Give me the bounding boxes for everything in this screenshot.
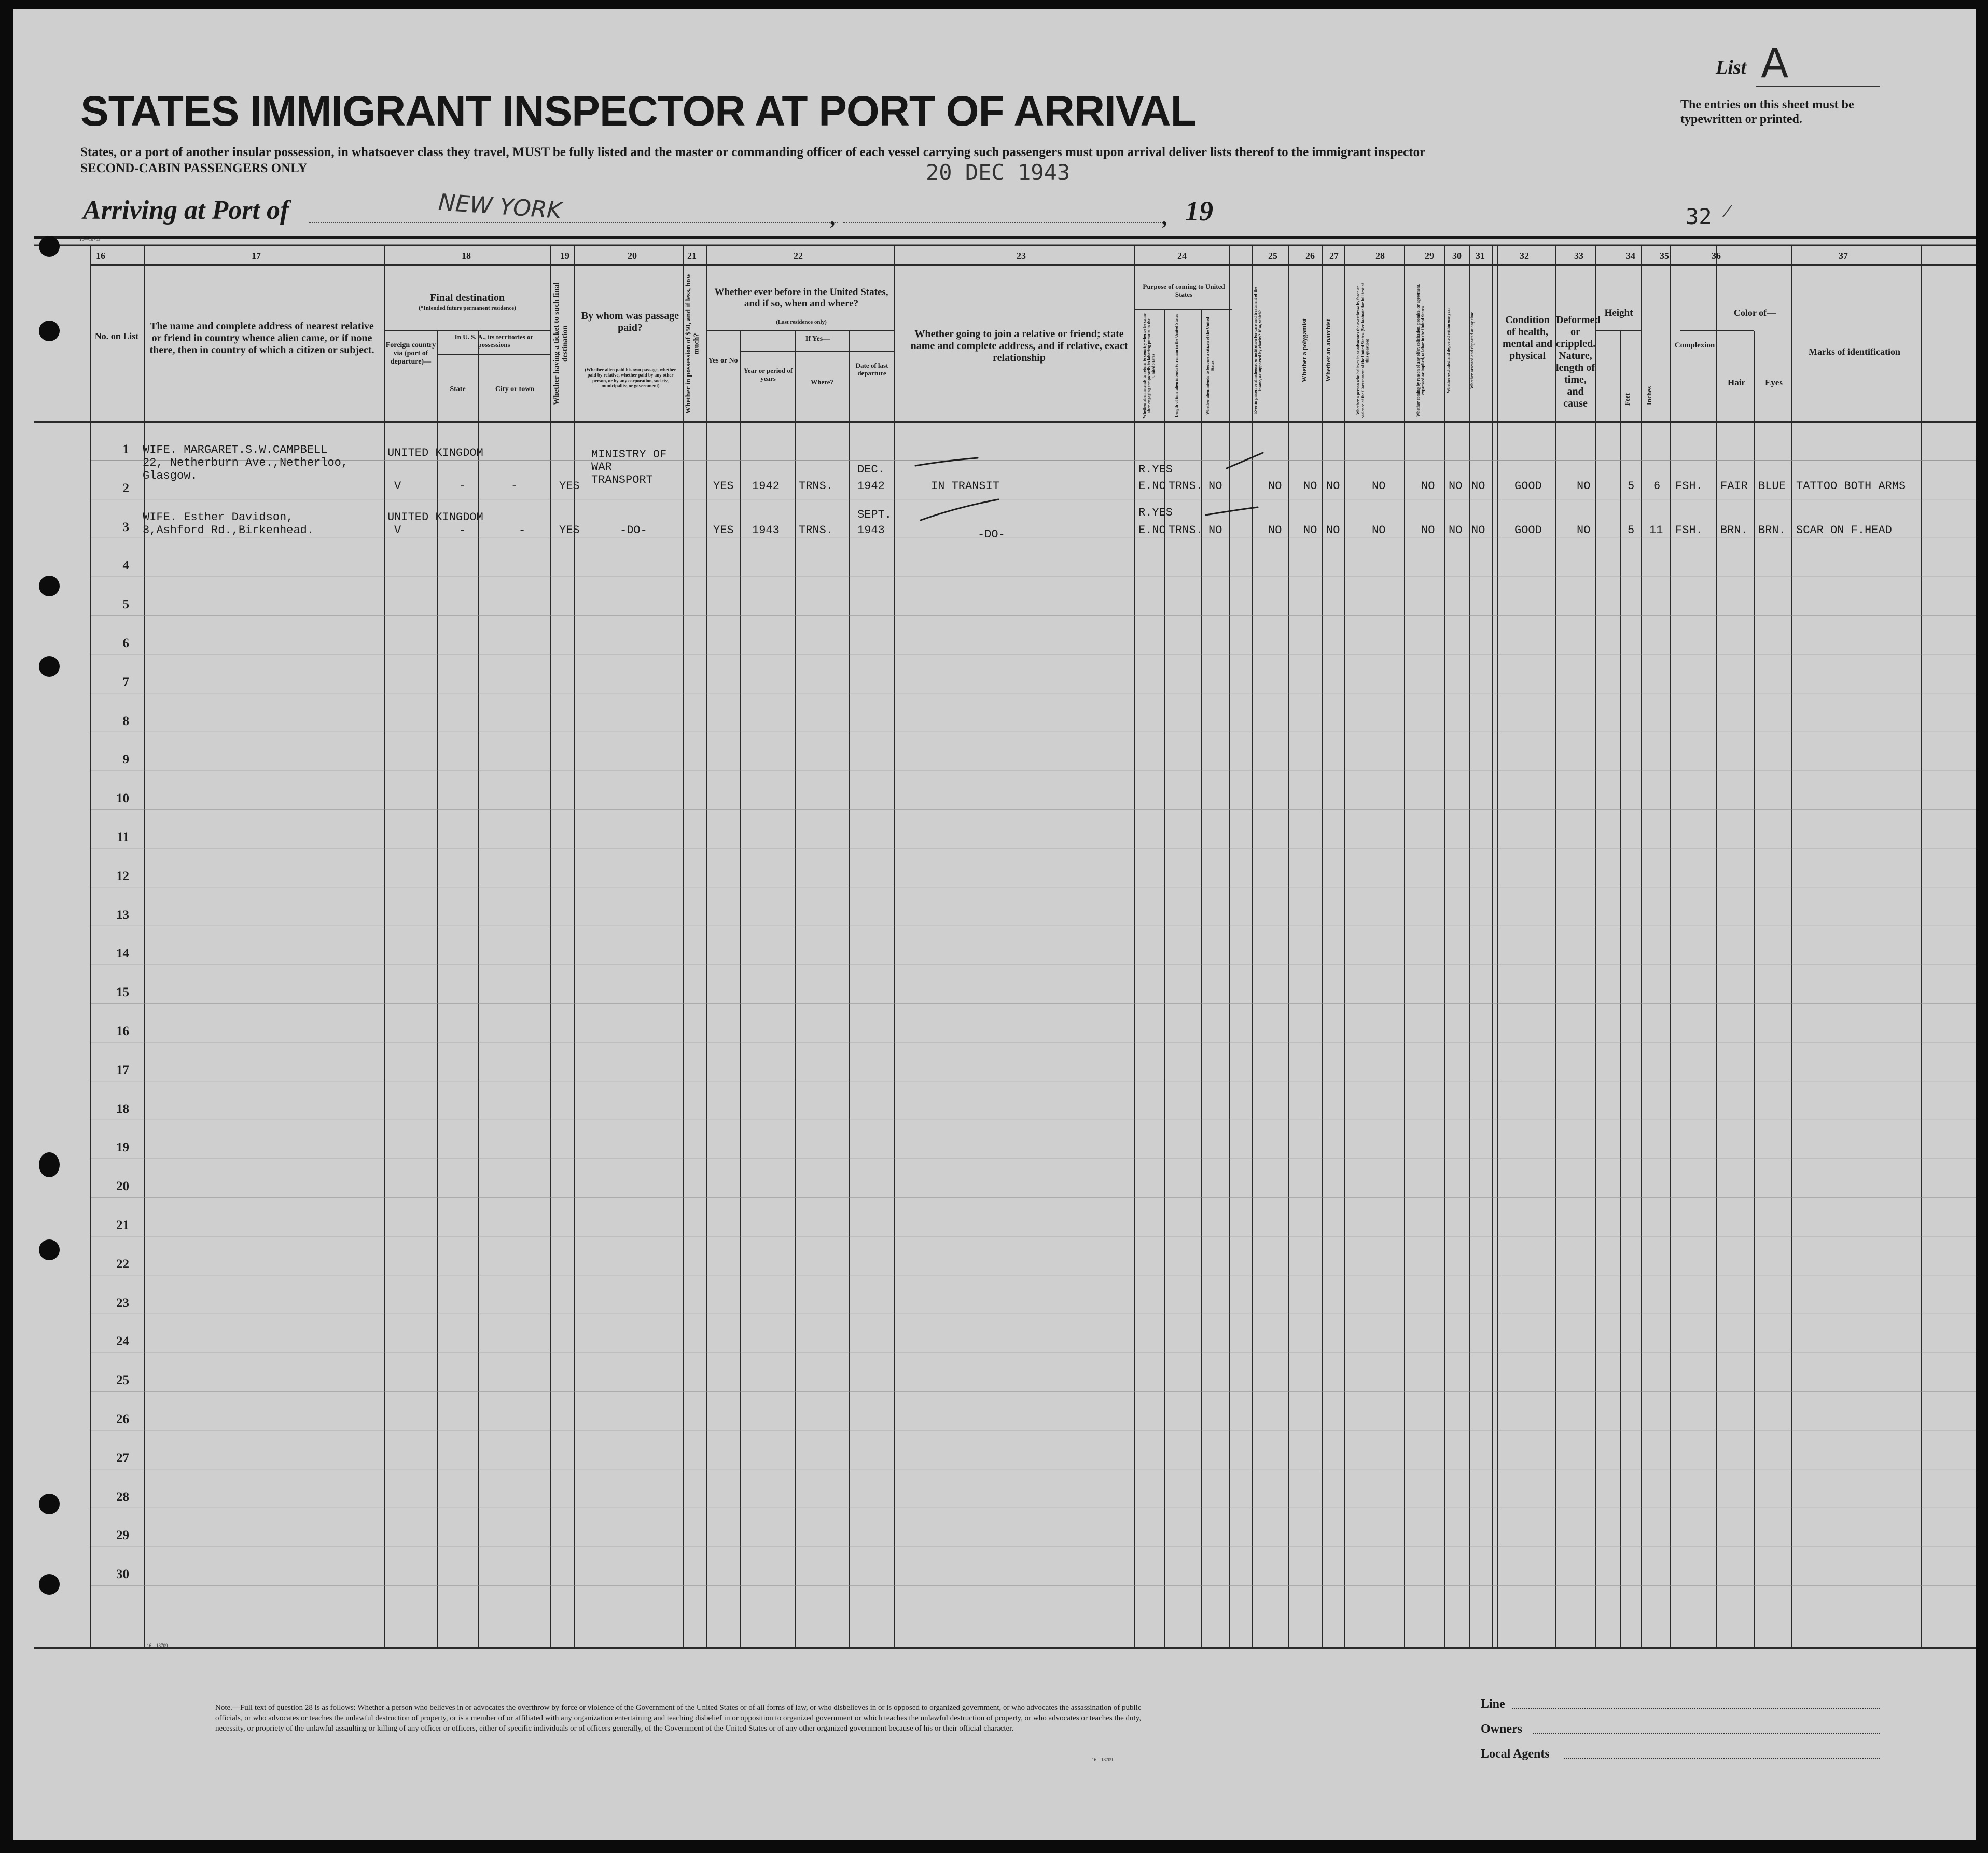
- col-num-20: 20: [628, 250, 637, 261]
- relative-name: WIFE. Esther Davidson,: [143, 511, 294, 524]
- col-34-feet: Feet: [1623, 393, 1631, 406]
- col-31-label: Whether arrested and deported at any time: [1470, 312, 1475, 389]
- state: -: [459, 480, 466, 493]
- col-20-label: By whom was passage paid?: [581, 310, 679, 333]
- col-32-label: Condition of health, mental and physical: [1502, 314, 1553, 361]
- row-number: 14: [116, 946, 129, 961]
- prison: NO: [1268, 480, 1282, 493]
- join-relative: -DO-: [978, 528, 1005, 541]
- col-num-23: 23: [1017, 250, 1026, 261]
- line-label: Line: [1481, 1697, 1505, 1711]
- col-24-citizen: Whether alien intends to become a citizen of the United States: [1205, 317, 1215, 415]
- col-24-return: Whether alien intends to return to country whence he came after engaging temporarily in laboring pursuits in the United States: [1142, 313, 1156, 419]
- col-37-label: Marks of identification: [1809, 346, 1900, 357]
- q31: NO: [1471, 524, 1485, 537]
- col-34-inches: Inches: [1645, 386, 1653, 406]
- row-number: 5: [122, 597, 129, 612]
- col-30-label: Whether excluded and deported within one year: [1446, 308, 1451, 393]
- via: V: [394, 524, 401, 537]
- port-name: NEW YORK: [437, 189, 563, 225]
- col-17-label: The name and complete address of nearest relative or friend in country whence alien came, or if none there, then in country of which a citizen or subject.: [149, 321, 374, 356]
- col-18-state: State: [450, 385, 466, 393]
- col-18-label: Final destination: [430, 292, 505, 303]
- relative-address: 3,Ashford Rd.,Birkenhead.: [143, 524, 314, 537]
- col-27-label: Whether an anarchist: [1324, 319, 1332, 382]
- col-22-where: Where?: [811, 378, 833, 386]
- col-num-31: 31: [1476, 250, 1485, 261]
- purpose-e: E.NO: [1138, 524, 1166, 537]
- row-number: 18: [116, 1102, 129, 1116]
- col-20-sublabel: (Whether alien paid his own passage, whether paid by relative, whether paid by any other person, or by any corporation, society, municipality, or government): [585, 367, 676, 389]
- footnote-q28: Note.—Full text of question 28 is as follows: Whether a person who believes in or advocates the overthrow by force or violence of the Government of the United States or of all forms of law, or who disbelieves in or is opposed to organized government, or who advocates the assassination of public officials, or who advocates or teaches the unlawful destruction of property, or is a member of or affiliated with any organization entertaining and teaching disbelief in or opposition to organized government or which teaches the unlawful destruction of property, or who advocates or teaches the duty, necessity, or propriety of the unlawful assaulting or killing of any officer or officers, either of specific individuals or of officers generally, of the Government of the United States or of any other organized government because of his or their official character.: [215, 1704, 1142, 1733]
- binder-hole: [39, 1239, 60, 1260]
- q28: NO: [1372, 480, 1386, 493]
- relative-address: 22, Netherburn Ave.,Netherloo,: [143, 456, 349, 469]
- hair: BRN.: [1720, 524, 1748, 537]
- before-date-year: 1942: [857, 480, 885, 493]
- comma-1: ,: [830, 206, 835, 229]
- col-22-date: Date of last departure: [855, 361, 888, 377]
- row-number: 8: [122, 714, 129, 728]
- passage-paid-3: TRANSPORT: [591, 473, 653, 486]
- col-22-ifyes: If Yes—: [805, 335, 830, 343]
- row-number: 11: [117, 830, 129, 844]
- form-number-top: 16—18709: [79, 236, 101, 242]
- col-num-33: 33: [1574, 250, 1583, 261]
- col-num-22: 22: [794, 250, 803, 261]
- height-feet: 5: [1628, 480, 1635, 493]
- comma-2: ,: [1162, 206, 1167, 229]
- health: GOOD: [1514, 524, 1542, 537]
- polygamist: NO: [1303, 480, 1317, 493]
- hair: FAIR: [1720, 480, 1748, 493]
- col-num-28: 28: [1375, 250, 1385, 261]
- col-36-eyes: Eyes: [1765, 378, 1783, 387]
- row-number: 13: [116, 908, 129, 922]
- before-date: SEPT.: [857, 508, 892, 521]
- join-relative: IN TRANSIT: [931, 480, 1000, 493]
- before-date: DEC.: [857, 463, 885, 476]
- state: -: [459, 524, 466, 537]
- binder-hole: [39, 576, 60, 596]
- row-number: 12: [116, 869, 129, 883]
- row-number: 3: [122, 520, 129, 534]
- col-18-foreign: Foreign country via (port of departure)—: [385, 341, 436, 366]
- row-number: 1: [122, 442, 129, 456]
- row-number: 25: [116, 1373, 129, 1388]
- q31: NO: [1471, 480, 1485, 493]
- col-29-label: Whether coming by reason of any offer, solicitation, promise, or agreement, expressed or implied, to labor in the United States: [1416, 284, 1425, 417]
- col-22-yesno: Yes or No: [708, 357, 738, 365]
- ticket: YES: [559, 524, 580, 537]
- purpose-return: R.YES: [1138, 463, 1173, 476]
- q28: NO: [1372, 524, 1386, 537]
- row-number: 9: [122, 753, 129, 767]
- eyes: BRN.: [1758, 524, 1786, 537]
- agents-field[interactable]: [1564, 1758, 1880, 1759]
- q29: NO: [1421, 480, 1435, 493]
- via: V: [394, 480, 401, 493]
- prison: NO: [1268, 524, 1282, 537]
- q30: NO: [1449, 480, 1463, 493]
- before-date-year: 1943: [857, 524, 885, 537]
- col-18-usa: In U. S. A., its territories or possessions: [454, 333, 534, 349]
- purpose-e: E.NO: [1138, 480, 1166, 493]
- agents-label: Local Agents: [1481, 1747, 1550, 1761]
- line-field[interactable]: [1512, 1708, 1880, 1709]
- passage-paid-2: WAR: [591, 461, 612, 473]
- row-number: 27: [116, 1451, 129, 1465]
- binder-hole: [39, 236, 60, 257]
- q30: NO: [1449, 524, 1463, 537]
- relative-name: WIFE. MARGARET.S.W.CAMPBELL: [143, 443, 328, 456]
- city: -: [511, 480, 518, 493]
- citizen: NO: [1208, 480, 1222, 493]
- col-35-label: Complexion: [1674, 341, 1715, 350]
- owners-label: Owners: [1481, 1722, 1522, 1736]
- col-34-label: Height: [1604, 308, 1633, 318]
- row-number: 26: [116, 1412, 129, 1426]
- row-number: 22: [116, 1257, 129, 1271]
- col-22-label: Whether ever before in the United States, and if so, when and where?: [714, 287, 888, 309]
- length-of-stay: TRNS.: [1169, 480, 1203, 493]
- arriving-label: Arriving at Port of: [83, 196, 289, 225]
- col-16-label: No. on List: [94, 331, 139, 341]
- health: GOOD: [1514, 480, 1542, 493]
- col-24-label: Purpose of coming to United States: [1143, 283, 1225, 298]
- passage-paid: -DO-: [620, 524, 647, 537]
- page-number: 32: [1686, 204, 1712, 229]
- foreign-country: UNITED KINGDOM: [387, 447, 483, 459]
- complexion: FSH.: [1675, 480, 1703, 493]
- foreign-country: UNITED KINGDOM: [387, 511, 483, 524]
- footnote-form-number: 16—18709: [1092, 1757, 1113, 1762]
- col-num-26: 26: [1305, 250, 1315, 261]
- city: -: [519, 524, 526, 537]
- binder-hole: [39, 321, 60, 341]
- col-22-sublabel: (Last residence only): [776, 319, 827, 325]
- row-number: 7: [122, 675, 129, 689]
- page-title: STATES IMMIGRANT INSPECTOR AT PORT OF ARRIVAL: [80, 88, 1196, 135]
- col-num-32: 32: [1520, 250, 1529, 261]
- row-number: 20: [116, 1179, 129, 1194]
- col-num-35: 35: [1660, 250, 1669, 261]
- binder-hole: [39, 656, 60, 677]
- pen-marks: [13, 9, 1976, 1840]
- col-num-16: 16: [96, 250, 105, 261]
- col-36-label: Color of—: [1733, 308, 1776, 318]
- typewritten-note: The entries on this sheet must be typewritten or printed.: [1680, 98, 1854, 126]
- col-36-hair: Hair: [1728, 378, 1745, 387]
- col-num-17: 17: [252, 250, 261, 261]
- col-num-30: 30: [1452, 250, 1462, 261]
- citizen: NO: [1208, 524, 1222, 537]
- col-num-24: 24: [1177, 250, 1187, 261]
- col-21-label: Whether in possession of $50, and if less, how much?: [685, 273, 701, 414]
- marks: TATTOO BOTH ARMS: [1796, 480, 1906, 493]
- anarchist: NO: [1326, 480, 1340, 493]
- row-number: 30: [116, 1567, 129, 1582]
- manifest-sheet: [13, 9, 1976, 1840]
- marks: SCAR ON F.HEAD: [1796, 524, 1892, 537]
- col-25-label: Ever in prison or almshouse, or institution for care and treatment of the insane, or supported by charity? If so, which?: [1253, 287, 1262, 414]
- col-num-21: 21: [687, 250, 697, 261]
- purpose-return: R.YES: [1138, 506, 1173, 519]
- list-label: List: [1716, 57, 1747, 78]
- anarchist: NO: [1326, 524, 1340, 537]
- row-number: 21: [116, 1218, 129, 1232]
- form-number-bottom: 16—18709: [147, 1643, 168, 1648]
- col-22-year: Year or period of years: [743, 367, 793, 382]
- deformed: NO: [1577, 480, 1591, 493]
- col-num-36: 36: [1712, 250, 1721, 261]
- row-number: 15: [116, 985, 129, 1000]
- before-year: 1943: [752, 524, 780, 537]
- col-24-length: Length of time alien intends to remain in the United States: [1174, 314, 1179, 418]
- col-19-label: Whether having a ticket to such final destination: [552, 282, 569, 406]
- col-num-34: 34: [1626, 250, 1635, 261]
- col-num-37: 37: [1839, 250, 1848, 261]
- binder-hole: [39, 1494, 60, 1514]
- row-number: 23: [116, 1295, 129, 1310]
- before-yesno: YES: [713, 524, 734, 537]
- row-number: 6: [122, 636, 129, 650]
- owners-field[interactable]: [1533, 1733, 1880, 1734]
- col-num-18: 18: [462, 250, 471, 261]
- col-18-sublabel: (*Intended future permanent residence): [419, 305, 516, 311]
- date-stamp: 20 DEC 1943: [926, 160, 1071, 185]
- row-number: 16: [116, 1024, 129, 1038]
- row-number: 4: [122, 559, 129, 573]
- row-number: 28: [116, 1489, 129, 1504]
- row-number: 2: [122, 481, 129, 495]
- col-num-27: 27: [1329, 250, 1339, 261]
- row-number: 19: [116, 1140, 129, 1155]
- binder-hole: [39, 1152, 60, 1177]
- col-num-25: 25: [1268, 250, 1277, 261]
- height-inches: 11: [1649, 524, 1663, 537]
- q29: NO: [1421, 524, 1435, 537]
- before-where: TRNS.: [799, 480, 833, 493]
- height-inches: 6: [1653, 480, 1661, 493]
- row-number: 29: [116, 1528, 129, 1543]
- ticket: YES: [559, 480, 580, 493]
- year-prefix: 19: [1185, 196, 1213, 227]
- passenger-class: SECOND-CABIN PASSENGERS ONLY: [80, 161, 308, 175]
- list-value: A: [1761, 40, 1789, 87]
- before-where: TRNS.: [799, 524, 833, 537]
- before-yesno: YES: [713, 480, 734, 493]
- col-18-city: City or town: [495, 385, 535, 393]
- polygamist: NO: [1303, 524, 1317, 537]
- length-of-stay: TRNS.: [1169, 524, 1203, 537]
- row-number: 10: [116, 791, 129, 806]
- col-num-29: 29: [1425, 250, 1434, 261]
- complexion: FSH.: [1675, 524, 1703, 537]
- deformed: NO: [1577, 524, 1591, 537]
- col-33-label: Deformed or crippled. Nature, length of time, and cause: [1556, 314, 1601, 409]
- binder-hole: [39, 1574, 60, 1595]
- subtitle: States, or a port of another insular possession, in whatsoever class they travel, MUST be fully listed and the master or commanding officer of each vessel carrying such passengers must upon arrival deliver lists thereof to the immigrant inspector: [80, 145, 1426, 159]
- eyes: BLUE: [1758, 480, 1786, 493]
- relative-city: Glasgow.: [143, 469, 198, 482]
- col-28-label: Whether a person who believes in or advocates the overthrow by force or violence of the Government of the United States. (See footnote for full text of this question): [1356, 283, 1370, 418]
- height-feet: 5: [1628, 524, 1635, 537]
- row-number: 24: [116, 1334, 129, 1349]
- check-mark: /: [1721, 199, 1734, 223]
- before-year: 1942: [752, 480, 780, 493]
- passage-paid: MINISTRY OF: [591, 448, 667, 461]
- col-num-19: 19: [560, 250, 569, 261]
- row-number: 17: [116, 1063, 129, 1077]
- col-23-label: Whether going to join a relative or friend; state name and complete address, and if relative, exact relationship: [910, 328, 1128, 364]
- col-26-label: Whether a polygamist: [1300, 318, 1308, 382]
